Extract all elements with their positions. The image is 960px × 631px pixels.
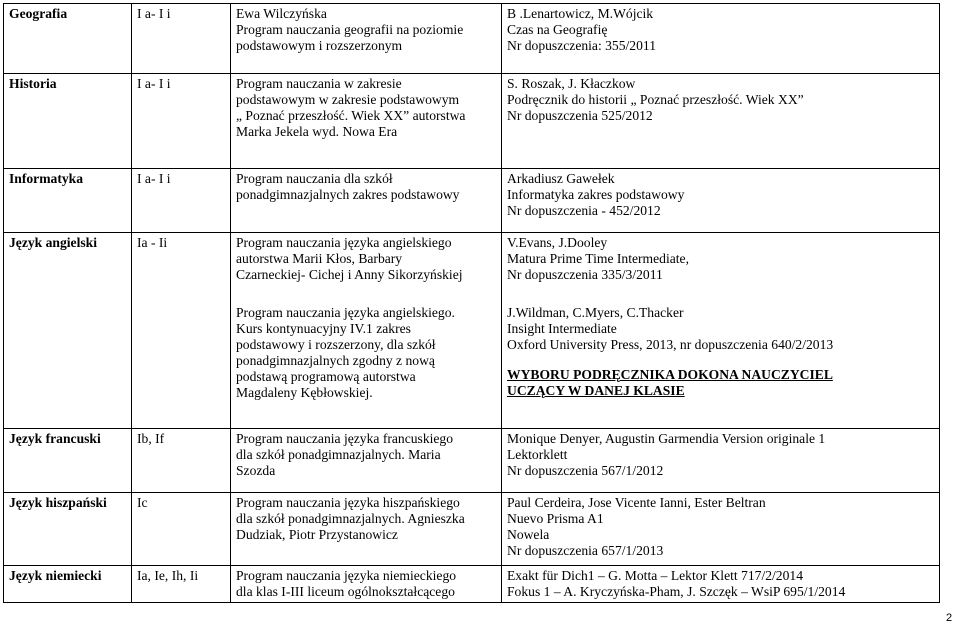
- table-row: [4, 566, 940, 603]
- textbook-cell: [502, 429, 940, 493]
- program-line: autorstwa Marii Kłos, Barbary: [236, 251, 403, 266]
- program-line: ponadgimnazjalnych zakres podstawowy: [236, 187, 460, 202]
- table-row: [4, 429, 940, 493]
- textbook-line: Czas na Geografię: [507, 22, 608, 37]
- curriculum-table: [3, 3, 940, 603]
- textbook-line: Paul Cerdeira, Jose Vicente Ianni, Ester Beltran: [507, 495, 766, 510]
- program-cell: [231, 169, 502, 233]
- subject-label: Informatyka: [9, 171, 84, 186]
- program-line: Kurs kontynuacyjny IV.1 zakres: [236, 320, 411, 336]
- textbook-line: Insight Intermediate: [507, 320, 617, 336]
- textbook-line: Nr dopuszczenia - 452/2012: [507, 203, 661, 218]
- subject-cell: [4, 4, 132, 74]
- table-row: [4, 493, 940, 566]
- class-level: I a- I i: [137, 6, 171, 21]
- subject-label: Język francuski: [9, 431, 101, 446]
- textbook-line: Nr dopuszczenia 335/3/2011: [507, 267, 663, 282]
- textbook-line: Lektorklett: [507, 447, 568, 462]
- textbook-line: Nr dopuszczenia 657/1/2013: [507, 543, 664, 558]
- program-cell: [231, 566, 502, 603]
- table-row: [4, 303, 940, 429]
- level-cell: [132, 566, 231, 603]
- teacher-choice-note: UCZĄCY W DANEJ KLASIE: [507, 382, 685, 398]
- program-line: ponadgimnazjalnych zgodny z nową: [236, 352, 435, 368]
- subject-label: Język niemiecki: [9, 568, 102, 583]
- program-line: dla szkół ponadgimnazjalnych. Agnieszka: [236, 511, 465, 526]
- program-cell: [231, 74, 502, 169]
- subject-cell: [4, 233, 132, 303]
- textbook-line: Informatyka zakres podstawowy: [507, 187, 685, 202]
- program-line: Program nauczania w zakresie: [236, 76, 402, 91]
- subject-cell: [4, 493, 132, 566]
- table-row: [4, 233, 940, 303]
- level-cell: [132, 429, 231, 493]
- textbook-line: Arkadiusz Gawełek: [507, 171, 615, 186]
- program-line: dla szkół ponadgimnazjalnych. Maria: [236, 447, 441, 462]
- program-cell: [231, 303, 502, 429]
- program-line: Dudziak, Piotr Przystanowicz: [236, 527, 398, 542]
- spacer: [507, 353, 934, 367]
- program-line: Program nauczania dla szkół: [236, 171, 393, 186]
- program-cell: [231, 429, 502, 493]
- textbook-line: Exakt für Dich1 – G. Motta – Lektor Klett 717/2/2014: [507, 568, 803, 583]
- teacher-choice-note: WYBORU PODRĘCZNIKA DOKONA NAUCZYCIEL: [507, 366, 833, 382]
- textbook-line: V.Evans, J.Dooley: [507, 235, 608, 250]
- level-cell: [132, 4, 231, 74]
- textbook-line: Oxford University Press, 2013, nr dopuszczenia 640/2/2013: [507, 336, 834, 352]
- program-line: Program nauczania geografii na poziomie: [236, 22, 464, 37]
- textbook-cell: [502, 4, 940, 74]
- subject-cell: [4, 169, 132, 233]
- table-row: [4, 74, 940, 169]
- program-line: Ewa Wilczyńska: [236, 6, 327, 21]
- table-row: [4, 169, 940, 233]
- textbook-line: S. Roszak, J. Kłaczkow: [507, 76, 636, 91]
- subject-cell: [4, 429, 132, 493]
- textbook-line: Nowela: [507, 527, 550, 542]
- program-cell: [231, 4, 502, 74]
- textbook-line: Monique Denyer, Augustin Garmendia Version originale 1: [507, 431, 826, 446]
- textbook-cell: [502, 493, 940, 566]
- program-line: Program nauczania języka angielskiego: [236, 235, 452, 250]
- textbook-line: Podręcznik do historii „ Poznać przeszłość. Wiek XX”: [507, 92, 804, 107]
- level-cell: [132, 169, 231, 233]
- textbook-line: Nr dopuszczenia 525/2012: [507, 108, 653, 123]
- program-line: „ Poznać przeszłość. Wiek XX” autorstwa: [236, 108, 466, 123]
- textbook-cell: [502, 169, 940, 233]
- textbook-line: Nuevo Prisma A1: [507, 511, 604, 526]
- level-cell: [132, 74, 231, 169]
- program-line: Program nauczania języka hiszpańskiego: [236, 495, 460, 510]
- program-cell: [231, 233, 502, 303]
- table-row: [4, 4, 940, 74]
- program-line: dla klas I-III liceum ogólnokształcącego: [236, 584, 455, 599]
- subject-label: Geografia: [9, 6, 68, 21]
- class-level: I a- I i: [137, 76, 171, 91]
- program-line: podstawowy i rozszerzony, dla szkół: [236, 336, 436, 352]
- textbook-cell: [502, 74, 940, 169]
- subject-cell: [4, 303, 132, 429]
- textbook-cell: [502, 233, 940, 303]
- subject-cell: [4, 566, 132, 603]
- subject-label: Język angielski: [9, 235, 97, 250]
- level-cell: [132, 493, 231, 566]
- program-line: podstawą programową autorstwa: [236, 368, 416, 384]
- program-line: Program nauczania języka francuskiego: [236, 431, 454, 446]
- textbook-line: J.Wildman, C.Myers, C.Thacker: [507, 304, 684, 320]
- level-cell: [132, 233, 231, 303]
- program-line: Marka Jekela wyd. Nowa Era: [236, 124, 398, 139]
- textbook-cell: [502, 566, 940, 603]
- program-cell: [231, 493, 502, 566]
- page-number: 2: [946, 612, 953, 624]
- textbook-line: Nr dopuszczenia 567/1/2012: [507, 463, 664, 478]
- program-line: Szozda: [236, 463, 276, 478]
- class-level: Ib, If: [137, 431, 165, 446]
- textbook-cell: [502, 303, 940, 429]
- textbook-line: Fokus 1 – A. Kryczyńska-Pham, J. Szczęk – WsiP 695/1/2014: [507, 584, 846, 599]
- program-line: podstawowym w zakresie podstawowym: [236, 92, 460, 107]
- class-level: Ic: [137, 495, 148, 510]
- program-line: Program nauczania języka angielskiego.: [236, 304, 455, 320]
- textbook-line: Matura Prime Time Intermediate,: [507, 251, 689, 266]
- subject-cell: [4, 74, 132, 169]
- class-level: Ia, Ie, Ih, Ii: [137, 568, 199, 583]
- program-line: Program nauczania języka niemieckiego: [236, 568, 457, 583]
- subject-label: Język hiszpański: [9, 495, 107, 510]
- program-line: Magdaleny Kębłowskiej.: [236, 384, 373, 400]
- level-cell: [132, 303, 231, 429]
- subject-label: Historia: [9, 76, 57, 91]
- program-line: Czarneckiej- Cichej i Anny Sikorzyńskiej: [236, 267, 463, 282]
- textbook-line: Nr dopuszczenia: 355/2011: [507, 38, 656, 53]
- program-line: podstawowym i rozszerzonym: [236, 38, 403, 53]
- class-level: Ia - Ii: [137, 235, 168, 250]
- textbook-line: B .Lenartowicz, M.Wójcik: [507, 6, 654, 21]
- class-level: I a- I i: [137, 171, 171, 186]
